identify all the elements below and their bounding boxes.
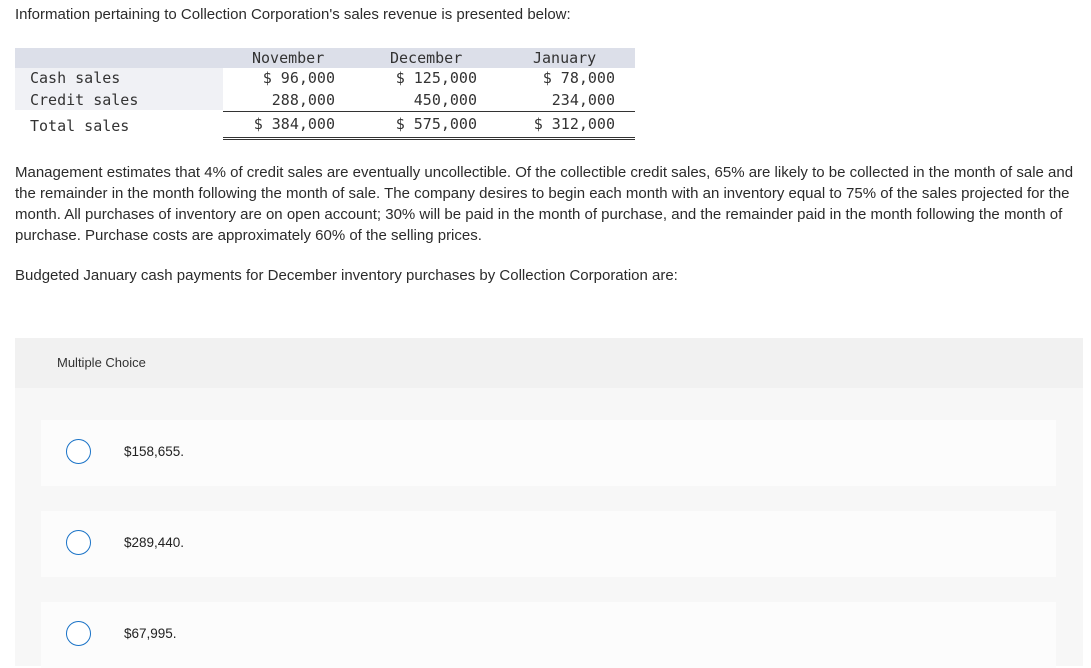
total-sales-november: $ 384,000 xyxy=(253,115,335,133)
subtotal-rule xyxy=(223,111,635,112)
month-header-december: December xyxy=(390,49,463,67)
multiple-choice-header xyxy=(15,338,1083,388)
credit-sales-january: 234,000 xyxy=(551,91,615,109)
cash-sales-january: $ 78,000 xyxy=(542,69,615,87)
cash-sales-november: $ 96,000 xyxy=(262,69,335,87)
month-header-january: January xyxy=(533,49,597,67)
radio-button-icon[interactable] xyxy=(66,530,91,555)
intro-text: Information pertaining to Collection Corporation's sales revenue is presented below: xyxy=(15,6,571,23)
radio-button-icon[interactable] xyxy=(66,621,91,646)
multiple-choice-panel xyxy=(15,338,1083,666)
radio-button-icon[interactable] xyxy=(66,439,91,464)
credit-sales-november: 288,000 xyxy=(271,91,335,109)
answer-option-1[interactable] xyxy=(41,420,1056,486)
answer-option-label: $67,995. xyxy=(124,626,177,641)
answer-option-label: $289,440. xyxy=(124,535,185,550)
multiple-choice-title: Multiple Choice xyxy=(57,355,146,370)
answer-option-label: $158,655. xyxy=(124,444,185,459)
total-sales-december: $ 575,000 xyxy=(395,115,477,133)
credit-sales-december: 450,000 xyxy=(413,91,477,109)
total-sales-january: $ 312,000 xyxy=(533,115,615,133)
answer-option-3[interactable] xyxy=(41,602,1056,668)
row-label-cash-sales: Cash sales xyxy=(30,69,121,87)
cash-sales-december: $ 125,000 xyxy=(395,69,477,87)
answer-option-2[interactable] xyxy=(41,511,1056,577)
sales-table xyxy=(15,48,635,141)
question-text: Budgeted January cash payments for December inventory purchases by Collection Corporation are: xyxy=(15,267,678,284)
problem-paragraph: Management estimates that 4% of credit sales are eventually uncollectible. Of the collectible credit sales, 65% are likely to be collected in the month of sale and the remainder in the month following the month of sale. The company desires to begin each month with an inventory equal to 75% of the sales projected for the month. All purchases of inventory are on open account; 30% will be paid in the month of purchase, and the remainder paid in the month following the month of purchase. Purchase costs are approximately 60% of the selling prices. xyxy=(15,164,1074,244)
row-label-total-sales: Total sales xyxy=(30,117,130,135)
total-double-rule xyxy=(223,137,635,140)
row-label-credit-sales: Credit sales xyxy=(30,91,139,109)
header-band-left xyxy=(15,48,223,68)
month-header-november: November xyxy=(252,49,325,67)
